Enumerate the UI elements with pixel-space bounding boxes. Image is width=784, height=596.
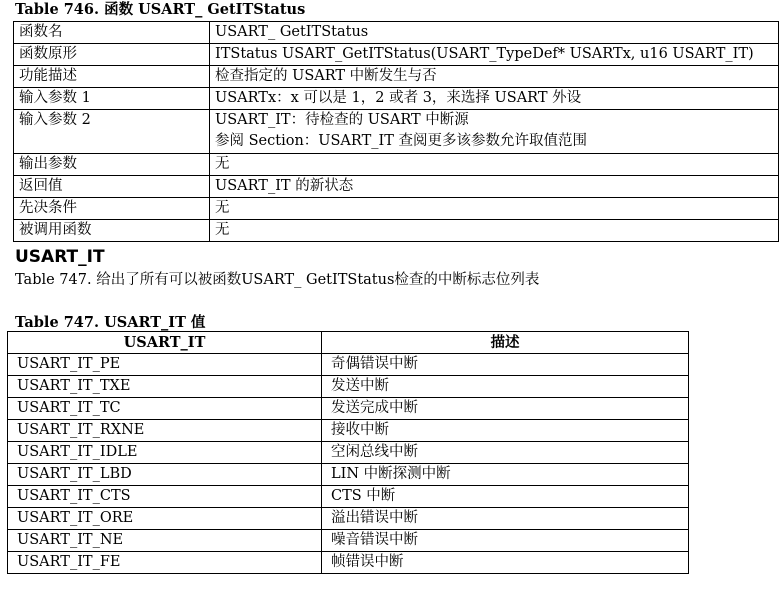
function-spec-table — [13, 21, 779, 242]
interrupt-description: 接收中断 — [322, 420, 689, 442]
interrupt-description: 发送完成中断 — [322, 398, 689, 420]
table-row — [8, 442, 689, 464]
table-row — [14, 154, 779, 176]
row-label: 输入参数 2 — [14, 110, 210, 154]
table-row — [14, 44, 779, 66]
row-label: 先决条件 — [14, 198, 210, 220]
table-row — [14, 88, 779, 110]
row-label: 返回值 — [14, 176, 210, 198]
column-header: USART_IT — [8, 332, 322, 354]
row-value: 无 — [210, 220, 779, 242]
interrupt-name: USART_IT_RXNE — [8, 420, 322, 442]
row-value: ITStatus USART_GetITStatus(USART_TypeDef* USARTx, u16 USART_IT) — [210, 44, 779, 66]
row-value: 无 — [210, 198, 779, 220]
table-row — [8, 376, 689, 398]
table-row — [14, 176, 779, 198]
table-row — [8, 420, 689, 442]
usart-it-values-table — [7, 331, 689, 574]
interrupt-name: USART_IT_LBD — [8, 464, 322, 486]
interrupt-description: 噪音错误中断 — [322, 530, 689, 552]
row-value: 无 — [210, 154, 779, 176]
table-row — [8, 354, 689, 376]
interrupt-description: CTS 中断 — [322, 486, 689, 508]
interrupt-name: USART_IT_TXE — [8, 376, 322, 398]
table-row — [14, 220, 779, 242]
row-value: USARTx：x 可以是 1，2 或者 3，来选择 USART 外设 — [210, 88, 779, 110]
interrupt-name: USART_IT_FE — [8, 552, 322, 574]
interrupt-name: USART_IT_ORE — [8, 508, 322, 530]
table-header-row — [8, 332, 689, 354]
table-row — [8, 464, 689, 486]
row-label: 输出参数 — [14, 154, 210, 176]
interrupt-description: 溢出错误中断 — [322, 508, 689, 530]
interrupt-description: 奇偶错误中断 — [322, 354, 689, 376]
interrupt-description: 帧错误中断 — [322, 552, 689, 574]
table-row — [14, 66, 779, 88]
interrupt-name: USART_IT_TC — [8, 398, 322, 420]
interrupt-name: USART_IT_NE — [8, 530, 322, 552]
row-label: 函数名 — [14, 22, 210, 44]
row-label: 被调用函数 — [14, 220, 210, 242]
section-description: Table 747. 给出了所有可以被函数USART_ GetITStatus检查的中断标志位列表 — [15, 272, 540, 288]
row-label: 函数原形 — [14, 44, 210, 66]
row-value: USART_ GetITStatus — [210, 22, 779, 44]
interrupt-name: USART_IT_CTS — [8, 486, 322, 508]
row-value — [210, 110, 779, 154]
table-746-caption: Table 746. 函数 USART_ GetITStatus — [15, 1, 306, 18]
table-row — [8, 530, 689, 552]
section-heading: USART_IT — [15, 247, 105, 267]
row-label: 输入参数 1 — [14, 88, 210, 110]
interrupt-description: 发送中断 — [322, 376, 689, 398]
row-value: 检查指定的 USART 中断发生与否 — [210, 66, 779, 88]
interrupt-name: USART_IT_IDLE — [8, 442, 322, 464]
table-row — [8, 486, 689, 508]
row-value: USART_IT 的新状态 — [210, 176, 779, 198]
table-row — [8, 508, 689, 530]
table-row — [8, 552, 689, 574]
table-row — [14, 110, 779, 154]
table-row — [8, 398, 689, 420]
interrupt-name: USART_IT_PE — [8, 354, 322, 376]
table-747-caption: Table 747. USART_IT 值 — [15, 314, 206, 331]
table-row — [14, 198, 779, 220]
row-value-line-1: USART_IT：待检查的 USART 中断源 — [215, 112, 469, 128]
row-label: 功能描述 — [14, 66, 210, 88]
table-row — [14, 22, 779, 44]
interrupt-description: LIN 中断探测中断 — [322, 464, 689, 486]
row-value-line-2: 参阅 Section：USART_IT 查阅更多该参数允许取值范围 — [215, 133, 587, 149]
column-header: 描述 — [322, 332, 689, 354]
interrupt-description: 空闲总线中断 — [322, 442, 689, 464]
